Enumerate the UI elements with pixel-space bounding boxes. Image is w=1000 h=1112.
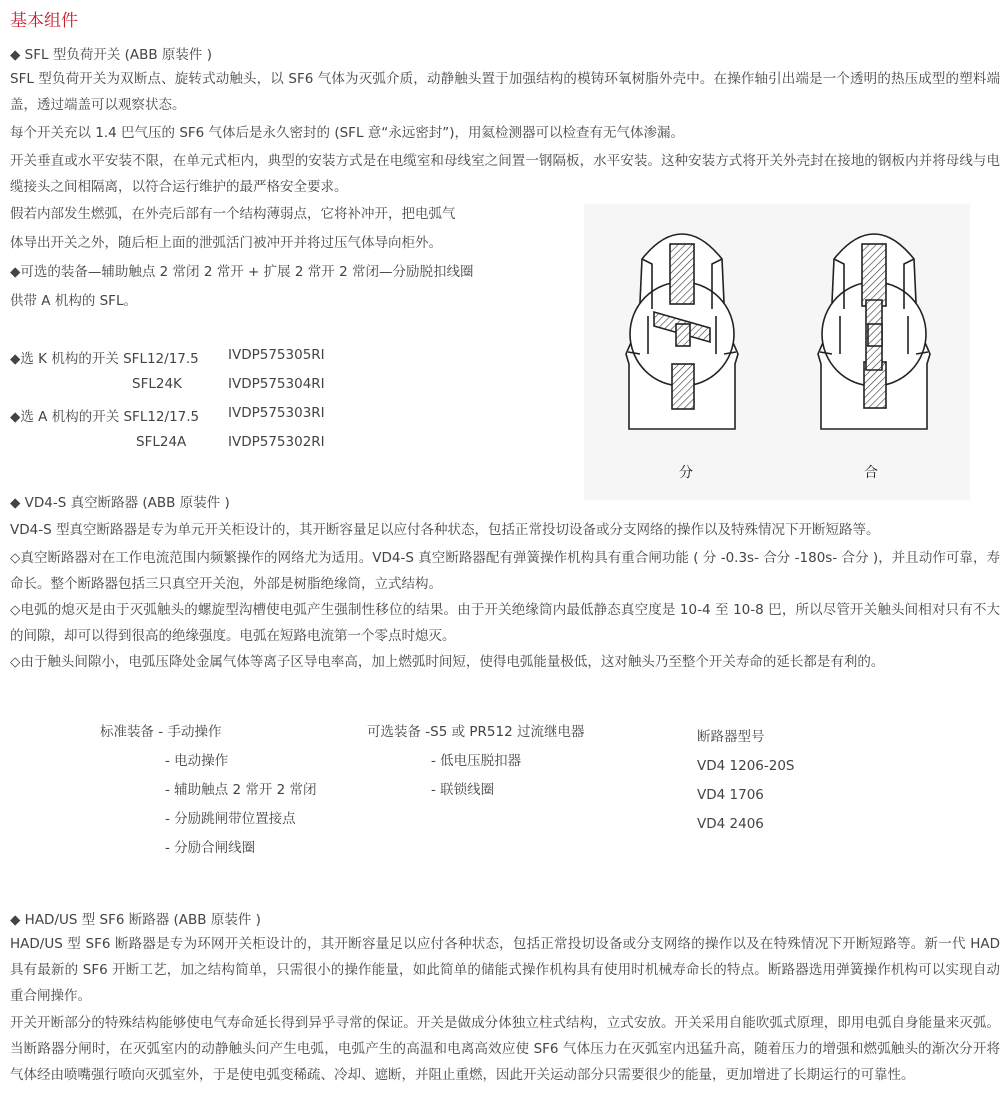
sfl-model-code: IVDP575305RI: [228, 347, 325, 363]
had-paragraph-2: 开关开断部分的特殊结构能够使电气寿命延长得到异乎寻常的保证。开关是做成分体独立柱式结构，立式安放。开关采用自能吹弧式原理，即用电弧自身能量来灭弧。当断路器分闸时，在灭弧室内的动静触头问产生电弧，电弧产生的高温和电离高效应使 SF6 气体压力在灭弧室内迅猛升高，随着压力的增强和燃弧触头的渐次分开将气体经由喷嘴强行喷向灭弧室外，于是使电弧变稀疏、冷却、遮断，并阻止重燃，因此开关运动部分只需要很少的能量，更加增进了长期运行的可靠性。: [10, 1015, 1000, 1083]
sfl-switch-diagram: [584, 204, 970, 500]
standard-equipment-item: - 分励跳闸带位置接点: [165, 811, 296, 827]
sfl-model-label: ◆选 A 机构的开关 SFL12/17.5: [10, 409, 200, 425]
optional-equipment-item: - 联锁线圈: [431, 782, 495, 798]
optional-equipment-item: - 低电压脱扣器: [431, 753, 522, 769]
sfl-model-label: SFL24K: [132, 376, 182, 392]
sfl-model-label: ◆选 K 机构的开关 SFL12/17.5: [10, 351, 199, 367]
standard-equipment-item: 标准装备 - 手动操作: [100, 724, 222, 740]
sfl-model-label: SFL24A: [136, 434, 187, 450]
vd4-paragraph-4: ◇由于触头间隙小，电弧压降处金属气体等离子区导电率高，加上燃弧时间短，使得电弧能量极低，这对触头乃至整个开关寿命的延长都是有利的。: [10, 654, 885, 670]
vd4-paragraph-2: ◇真空断路器对在工作电流范围内频繁操作的网络尤为适用。VD4-S 真空断路器配有弹簧操作机构具有重合闸功能 ( 分 -0.3s- 合分 -180s- 合分 )，并且动作可靠，寿命长。整个断路器包括三只真空开关泡，外部是树脂绝缘筒，立式结构。: [10, 550, 1000, 592]
vd4-paragraph-3: ◇电弧的熄灭是由于灭弧触头的螺旋型沟槽使电弧产生强制性移位的结果。由于开关绝缘筒内最低静态真空度是 10-4 至 10-8 巴，所以尽管开关触头间相对只有不大的间隙，却可以得到很高的绝缘强度。电弧在短路电流第一个零点时熄灭。: [10, 602, 1000, 644]
switch-cross-section-drawing: [584, 204, 970, 500]
breaker-model-item: VD4 2406: [697, 816, 764, 832]
sfl-text-line: 假若内部发生燃弧，在外壳后部有一个结构薄弱点，它将补冲开，把电弧气: [10, 206, 456, 222]
sfl-model-code: IVDP575304RI: [228, 376, 325, 392]
had-paragraph-1: HAD/US 型 SF6 断路器是专为环网开关柜设计的，其开断容量足以应付各种状态，包括正常投切设备或分支网络的操作以及在特殊情况下开断短路等。新一代 HAD 具有最新的 SF6 开断工艺，加之结构简单，只需很小的操作能量，如此简单的储能式操作机构具有使用时机械寿命长的特点。断路器选用弹簧操作机构可以实现自动重合闸操作。: [10, 936, 1000, 1004]
breaker-model-item: VD4 1706: [697, 787, 764, 803]
sfl-model-code: IVDP575302RI: [228, 434, 325, 450]
sfl-option-line: ◆可选的装备—辅助触点 2 常闭 2 常开 + 扩展 2 常开 2 常闭—分励脱扣线圈: [10, 264, 474, 280]
page-title: 基本组件: [10, 11, 78, 31]
sfl-text-line: 体导出开关之外，随后柜上面的泄弧活门被冲开并将过压气体导向柜外。: [10, 235, 442, 251]
switch-open-drawing: [626, 234, 738, 429]
breaker-model-item: VD4 1206-20S: [697, 758, 795, 774]
sfl-paragraph-3: 开关垂直或水平安装不限，在单元式柜内，典型的安装方式是在电缆室和母线室之间置一钢隔板，水平安装。这种安装方式将开关外壳封在接地的钢板内并将母线与电缆接头之间相隔离，以符合运行维护的最严格安全要求。: [10, 153, 1000, 195]
vd4-heading: ◆ VD4-S 真空断路器 (ABB 原装件 ): [10, 495, 230, 511]
standard-equipment-item: - 分励合闸线圈: [165, 840, 256, 856]
vd4-paragraph-1: VD4-S 型真空断路器是专为单元开关柜设计的，其开断容量足以应付各种状态，包括正常投切设备或分支网络的操作以及特殊情况下开断短路等。: [10, 522, 880, 538]
sfl-paragraph-1: SFL 型负荷开关为双断点、旋转式动触头，以 SF6 气体为灭弧介质，动静触头置于加强结构的模铸环氧树脂外壳中。在操作轴引出端是一个透明的热压成型的塑料端盖，透过端盖可以观察状态。: [10, 71, 1000, 113]
sfl-heading: ◆ SFL 型负荷开关 (ABB 原装件 ): [10, 47, 212, 63]
sfl-text-line: 供带 A 机构的 SFL。: [10, 293, 137, 309]
breaker-model-heading: 断路器型号: [697, 729, 765, 745]
sfl-model-code: IVDP575303RI: [228, 405, 325, 421]
open-state-label: 分: [679, 465, 693, 481]
sfl-paragraph-2: 每个开关充以 1.4 巴气压的 SF6 气体后是永久密封的 (SFL 意“永远密封”)，用氦检测器可以检查有无气体渗漏。: [10, 125, 685, 141]
standard-equipment-item: - 电动操作: [165, 753, 229, 769]
closed-state-label: 合: [864, 465, 878, 481]
standard-equipment-item: - 辅助触点 2 常开 2 常闭: [165, 782, 317, 798]
had-heading: ◆ HAD/US 型 SF6 断路器 (ABB 原装件 ): [10, 912, 261, 928]
switch-closed-drawing: [818, 234, 930, 429]
optional-equipment-item: 可选装备 -S5 或 PR512 过流继电器: [367, 724, 585, 740]
